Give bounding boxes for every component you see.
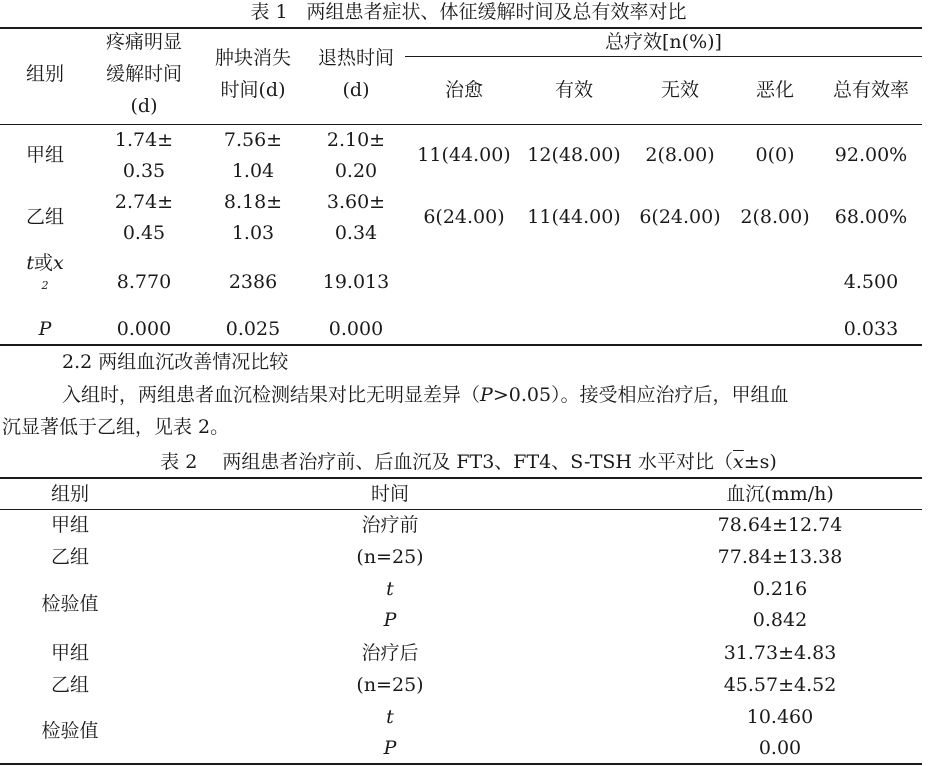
table1-header-cured: 治愈 [444, 79, 483, 101]
table1-caption: 表 1 两组患者症状、体征缓解时间及总有效率对比 [250, 1, 687, 23]
table1-stat-t-swelling: 2386 [228, 271, 278, 293]
table2-caption [0, 450, 937, 474]
table1-row2-pain-sd: 0.45 [122, 222, 166, 244]
table1-row1-fever-sd: 0.20 [334, 160, 378, 182]
table1-stat-x-subscript: 2 [41, 279, 49, 292]
table1-row1-pain-sd: 0.35 [122, 160, 166, 182]
table1-row1-swelling-mean: 7.56± [223, 129, 283, 151]
table1-row2-ineffective: 6(24.00) [639, 206, 721, 228]
table2-block1-p-value: 0.842 [752, 609, 808, 631]
table1-header-swelling-2: 时间(d) [220, 79, 286, 101]
table1-row1-fever-mean: 2.10± [326, 129, 386, 151]
table1-bottom-rule [0, 344, 922, 346]
table2-header-time: 时间 [370, 483, 409, 505]
table2-block1-group-a: 甲组 [50, 514, 89, 536]
table2-block2-esr-a: 31.73±4.83 [723, 642, 837, 664]
table1-row1-swelling-sd: 1.04 [231, 160, 275, 182]
table1-row1-worse: 0(0) [755, 144, 795, 166]
table2-caption-b: ±s) [743, 451, 777, 473]
table1-header-pain-1: 疼痛明显 [105, 31, 182, 53]
table1-row1-group: 甲组 [25, 144, 64, 166]
table2-block1-t-label: t [386, 578, 394, 600]
table1-header-fever-2: (d) [342, 79, 370, 101]
section-paragraph-p-symbol: P [480, 384, 493, 406]
table1-row1-pain-mean: 1.74± [114, 129, 174, 151]
table2-block2-group-a: 甲组 [50, 642, 89, 664]
table1-row1-cured: 11(44.00) [417, 144, 511, 166]
table1-header-total-rate: 总有效率 [832, 79, 909, 101]
table1-row2-swelling-mean: 8.18± [223, 191, 283, 213]
table1-stat-p-fever: 0.000 [328, 318, 384, 340]
table1-row1-ineffective: 2(8.00) [645, 144, 715, 166]
table2-block1-group-b: 乙组 [50, 546, 89, 568]
table1-stat-p-pain: 0.000 [116, 318, 172, 340]
table1-row2-swelling-sd: 1.03 [231, 222, 275, 244]
table2-block1-test-label: 检验值 [41, 593, 99, 615]
table1-stat-p-total-rate: 0.033 [843, 318, 899, 340]
section-paragraph-line1-a: 入组时，两组患者血沉检测结果对比无明显差异（ [62, 384, 481, 406]
table1-stat-t-fever: 19.013 [322, 271, 390, 293]
table2-block1-time-b: (n=25) [356, 546, 424, 568]
section-paragraph-line1-b: >0.05）。接受相应治疗后，甲组血 [492, 384, 789, 406]
table2-caption-a: 表 2 两组患者治疗前、后血沉及 FT3、FT4、S-TSH 水平对比（ [160, 451, 734, 473]
table1-header-ineffective: 无效 [660, 79, 699, 101]
table1-header-effective: 有效 [554, 79, 593, 101]
section-paragraph-line1 [62, 380, 789, 410]
table1-row2-worse: 2(8.00) [740, 206, 810, 228]
table1-stat-label-sub [0, 276, 90, 293]
section-heading: 2.2 两组血沉改善情况比较 [62, 351, 289, 373]
table2-block1-esr-a: 78.64±12.74 [717, 514, 843, 536]
table2-header-esr: 血沉(mm/h) [726, 483, 834, 505]
table1-row2-total-rate: 68.00% [834, 206, 908, 228]
table2-block2-group-b: 乙组 [50, 674, 89, 696]
table2-block1-time-a: 治疗前 [361, 514, 419, 536]
table1-row2-pain-mean: 2.74± [114, 191, 174, 213]
table1-header-pain-2: 缓解时间 [105, 63, 182, 85]
table2-block1-p-label: P [383, 609, 397, 631]
table1-stat-p-label: P [38, 318, 52, 340]
table1-header-efficacy: 总疗效[n(%)] [605, 31, 722, 53]
table2-block2-time-b: (n=25) [356, 674, 424, 696]
table2-block2-p-value: 0.00 [758, 737, 802, 759]
table1-row1-total-rate: 92.00% [834, 144, 908, 166]
table1-stat-t-symbol: t [26, 252, 34, 274]
table2-block2-t-label: t [386, 706, 394, 728]
table1-stat-x-symbol: x [52, 252, 64, 274]
table2-block2-time-a: 治疗后 [361, 642, 419, 664]
table1-row2-effective: 11(44.00) [527, 206, 621, 228]
table1-stat-label-t-or-x2 [0, 250, 90, 276]
table1-stat-t-pain: 8.770 [116, 271, 172, 293]
table1-row2-fever-mean: 3.60± [326, 191, 386, 213]
table2-block1-t-value: 0.216 [752, 578, 808, 600]
table1-header-worse: 恶化 [755, 79, 794, 101]
table1-header-fever-1: 退热时间 [317, 47, 394, 69]
table1-stat-p-swelling: 0.025 [225, 318, 281, 340]
table2-caption-xbar: $\overline{x}$ [733, 451, 744, 473]
table2-block1-esr-b: 77.84±13.38 [717, 546, 843, 568]
table1-stat-or: 或 [33, 252, 53, 274]
table2-block2-p-label: P [383, 737, 397, 759]
table1-header-group: 组别 [25, 63, 64, 85]
table2-block2-esr-b: 45.57±4.52 [723, 674, 837, 696]
table2-block2-test-label: 检验值 [41, 720, 99, 742]
table2-bottom-rule [0, 763, 922, 765]
table1-header-swelling-1: 肿块消失 [214, 47, 291, 69]
table2-block2-t-value: 10.460 [746, 706, 814, 728]
table1-row2-group: 乙组 [25, 206, 64, 228]
table1-row2-fever-sd: 0.34 [334, 222, 378, 244]
table1-header-pain-3: (d) [130, 95, 158, 117]
table2-header-group: 组别 [50, 483, 89, 505]
section-paragraph-line2: 沉显著低于乙组，见表 2。 [2, 416, 230, 438]
table1-row1-effective: 12(48.00) [527, 144, 621, 166]
table1-row2-cured: 6(24.00) [423, 206, 505, 228]
table1-stat-t-total-rate: 4.500 [843, 271, 899, 293]
